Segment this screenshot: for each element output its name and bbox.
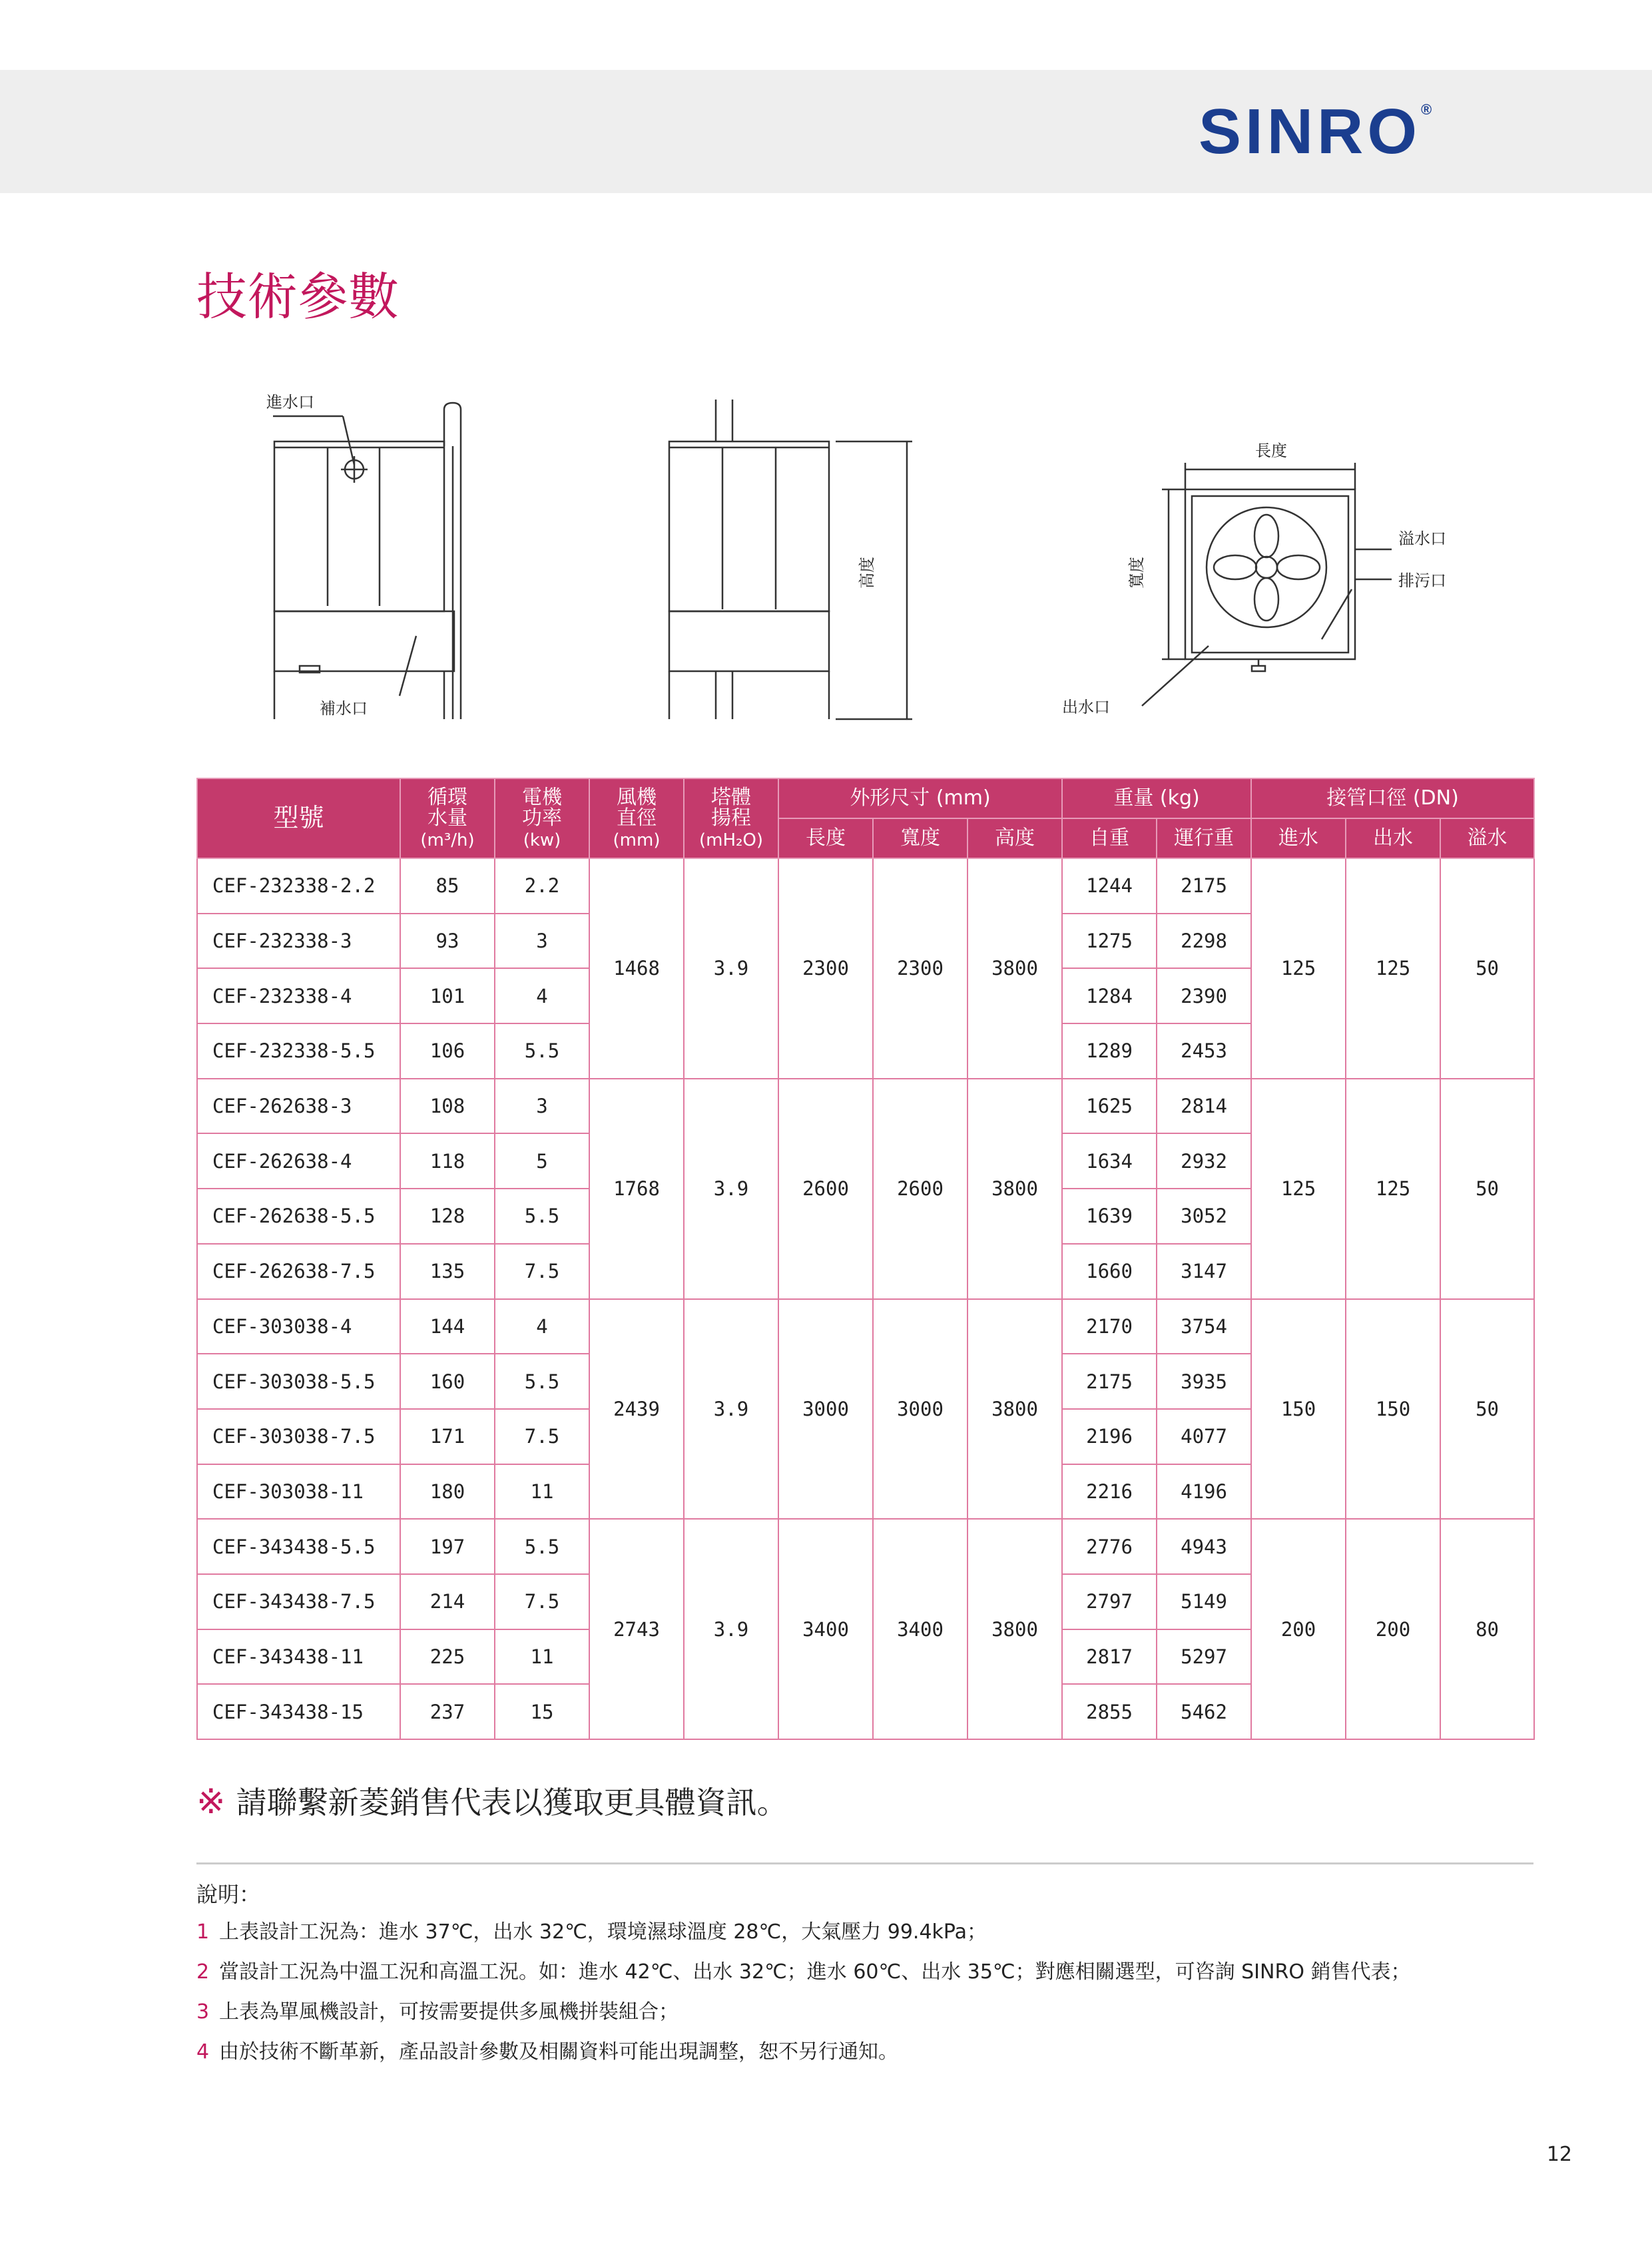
cell-pipe-out: 150	[1346, 1299, 1440, 1520]
header-fan: 風機 直徑 (mm)	[589, 778, 684, 858]
table-row	[197, 1079, 1534, 1134]
cell-fan-diameter: 2743	[589, 1519, 684, 1739]
label-overflow: 溢水口	[1398, 529, 1446, 548]
technical-drawings	[200, 373, 1465, 746]
cell-height: 3800	[967, 858, 1062, 1079]
table-row	[197, 1299, 1534, 1354]
cell-model: CEF-303038-7.5	[197, 1409, 400, 1464]
note-number: 1	[196, 1920, 210, 1944]
cell-model: CEF-303038-5.5	[197, 1354, 400, 1409]
note-text: 上表為單風機設計，可按需要提供多風機拼裝組合；	[219, 2000, 679, 2024]
cell-model: CEF-303038-4	[197, 1299, 400, 1354]
spec-table	[196, 778, 1535, 1740]
header-power: 電機 功率 (kw)	[495, 778, 589, 858]
divider	[196, 1862, 1533, 1864]
cell-weight-op: 3147	[1157, 1244, 1251, 1299]
cell-model: CEF-262638-5.5	[197, 1189, 400, 1244]
cell-flow: 128	[400, 1189, 495, 1244]
cell-weight-dry: 1625	[1062, 1079, 1157, 1134]
cell-weight-dry: 2216	[1062, 1464, 1157, 1520]
cell-model: CEF-262638-3	[197, 1079, 400, 1134]
note-number: 3	[196, 2000, 210, 2024]
cell-flow: 180	[400, 1464, 495, 1520]
cell-weight-dry: 2855	[1062, 1684, 1157, 1739]
cell-weight-op: 5462	[1157, 1684, 1251, 1739]
page-number: 12	[1546, 2143, 1572, 2166]
cell-model: CEF-343438-15	[197, 1684, 400, 1739]
label-height: 高度	[858, 557, 876, 589]
cell-fan-diameter: 2439	[589, 1299, 684, 1520]
note-number: 2	[196, 1960, 210, 1984]
cell-width: 3000	[873, 1299, 967, 1520]
sinro-logo	[1199, 96, 1432, 167]
logo-text: SINRO	[1199, 96, 1422, 167]
cell-weight-dry: 2797	[1062, 1574, 1157, 1629]
cell-pipe-in: 200	[1251, 1519, 1346, 1739]
cell-head: 3.9	[684, 1299, 778, 1520]
cell-model: CEF-343438-11	[197, 1629, 400, 1685]
cell-weight-op: 4077	[1157, 1409, 1251, 1464]
cell-model: CEF-232338-4	[197, 968, 400, 1023]
note-text: 上表設計工況為：進水 37℃，出水 32℃，環境濕球溫度 28℃，大氣壓力 99.4kPa；	[219, 1920, 987, 1944]
cell-weight-dry: 2196	[1062, 1409, 1157, 1464]
table-row	[197, 858, 1534, 914]
cell-pipe-overflow: 50	[1440, 858, 1534, 1079]
cell-height: 3800	[967, 1519, 1062, 1739]
cell-length: 3000	[778, 1299, 873, 1520]
table-header	[197, 778, 1534, 858]
cell-power: 5.5	[495, 1023, 589, 1079]
cell-pipe-overflow: 50	[1440, 1079, 1534, 1299]
cell-power: 11	[495, 1464, 589, 1520]
cell-head: 3.9	[684, 858, 778, 1079]
cell-weight-dry: 1634	[1062, 1133, 1157, 1189]
cell-pipe-overflow: 80	[1440, 1519, 1534, 1739]
table-row	[197, 1519, 1534, 1574]
cell-weight-op: 2175	[1157, 858, 1251, 914]
note-item	[196, 2032, 1533, 2072]
note-item	[196, 1912, 1533, 1952]
cell-flow: 135	[400, 1244, 495, 1299]
label-drain: 排污口	[1398, 571, 1446, 590]
section-title: 技術參數	[196, 267, 399, 326]
header-model: 型號	[197, 778, 400, 858]
header-pipe: 接管口徑 (DN)	[1251, 778, 1534, 818]
cell-length: 2300	[778, 858, 873, 1079]
cell-flow: 214	[400, 1574, 495, 1629]
cell-pipe-in: 125	[1251, 1079, 1346, 1299]
cell-weight-op: 2453	[1157, 1023, 1251, 1079]
notice-mark: ※	[196, 1782, 226, 1822]
cell-fan-diameter: 1768	[589, 1079, 684, 1299]
cell-pipe-out: 125	[1346, 1079, 1440, 1299]
cell-power: 2.2	[495, 858, 589, 914]
cell-weight-dry: 2170	[1062, 1299, 1157, 1354]
header-dimensions: 外形尺寸 (mm)	[778, 778, 1062, 818]
cell-width: 2300	[873, 858, 967, 1079]
cell-length: 3400	[778, 1519, 873, 1739]
cell-pipe-in: 125	[1251, 858, 1346, 1079]
registered-mark: ®	[1421, 101, 1432, 118]
note-item	[196, 1952, 1533, 1992]
cell-weight-dry: 1284	[1062, 968, 1157, 1023]
label-width: 寬度	[1127, 557, 1146, 589]
cell-weight-dry: 1244	[1062, 858, 1157, 914]
cell-weight-dry: 1639	[1062, 1189, 1157, 1244]
header-pipe-out: 出水	[1346, 818, 1440, 858]
cell-weight-op: 3754	[1157, 1299, 1251, 1354]
cell-flow: 106	[400, 1023, 495, 1079]
cell-power: 5.5	[495, 1354, 589, 1409]
cell-height: 3800	[967, 1079, 1062, 1299]
header-head: 塔體 揚程 (mH₂O)	[684, 778, 778, 858]
header-weight-op: 運行重	[1157, 818, 1251, 858]
cell-head: 3.9	[684, 1079, 778, 1299]
cell-power: 7.5	[495, 1409, 589, 1464]
cell-weight-dry: 1275	[1062, 914, 1157, 969]
contact-notice	[196, 1782, 788, 1822]
cell-flow: 144	[400, 1299, 495, 1354]
header-pipe-in: 進水	[1251, 818, 1346, 858]
cell-flow: 101	[400, 968, 495, 1023]
cell-power: 3	[495, 1079, 589, 1134]
cell-model: CEF-232338-3	[197, 914, 400, 969]
cell-weight-dry: 2175	[1062, 1354, 1157, 1409]
cell-flow: 85	[400, 858, 495, 914]
cell-weight-op: 2298	[1157, 914, 1251, 969]
cell-power: 15	[495, 1684, 589, 1739]
header-dim-width: 寬度	[873, 818, 967, 858]
cell-width: 2600	[873, 1079, 967, 1299]
cell-power: 4	[495, 968, 589, 1023]
cell-pipe-out: 200	[1346, 1519, 1440, 1739]
cell-flow: 160	[400, 1354, 495, 1409]
cell-flow: 118	[400, 1133, 495, 1189]
cell-model: CEF-262638-4	[197, 1133, 400, 1189]
note-number: 4	[196, 2040, 210, 2064]
cell-pipe-in: 150	[1251, 1299, 1346, 1520]
notes-title: 說明：	[196, 1882, 261, 1907]
cell-power: 4	[495, 1299, 589, 1354]
cell-weight-dry: 1660	[1062, 1244, 1157, 1299]
cell-head: 3.9	[684, 1519, 778, 1739]
cell-weight-op: 2932	[1157, 1133, 1251, 1189]
drawings-svg	[200, 373, 1465, 746]
cell-power: 7.5	[495, 1244, 589, 1299]
cell-flow: 93	[400, 914, 495, 969]
notice-text: 請聯繫新菱銷售代表以獲取更具體資訊。	[236, 1785, 788, 1821]
header-pipe-overflow: 溢水	[1440, 818, 1534, 858]
cell-flow: 237	[400, 1684, 495, 1739]
cell-flow: 225	[400, 1629, 495, 1685]
cell-pipe-overflow: 50	[1440, 1299, 1534, 1520]
cell-weight-op: 5149	[1157, 1574, 1251, 1629]
note-text: 由於技術不斷革新，產品設計參數及相關資料可能出現調整，恕不另行通知。	[219, 2040, 898, 2064]
cell-weight-op: 2390	[1157, 968, 1251, 1023]
cell-power: 3	[495, 914, 589, 969]
cell-power: 5.5	[495, 1189, 589, 1244]
cell-flow: 171	[400, 1409, 495, 1464]
header-dim-height: 高度	[967, 818, 1062, 858]
notes-list	[196, 1912, 1533, 2072]
cell-weight-op: 2814	[1157, 1079, 1251, 1134]
cell-model: CEF-262638-7.5	[197, 1244, 400, 1299]
cell-flow: 108	[400, 1079, 495, 1134]
cell-model: CEF-343438-7.5	[197, 1574, 400, 1629]
cell-height: 3800	[967, 1299, 1062, 1520]
cell-flow: 197	[400, 1519, 495, 1574]
cell-weight-op: 3935	[1157, 1354, 1251, 1409]
cell-power: 5	[495, 1133, 589, 1189]
cell-power: 11	[495, 1629, 589, 1685]
label-outlet: 出水口	[1062, 698, 1110, 716]
cell-power: 5.5	[495, 1519, 589, 1574]
cell-weight-dry: 1289	[1062, 1023, 1157, 1079]
cell-model: CEF-343438-5.5	[197, 1519, 400, 1574]
label-length: 長度	[1255, 441, 1287, 460]
note-text: 當設計工況為中溫工況和高溫工況。如：進水 42℃、出水 32℃；進水 60℃、出水 35℃；對應相關選型，可咨詢 SINRO 銷售代表；	[219, 1960, 1411, 1984]
side-view-drawing	[273, 403, 461, 719]
table-body	[197, 858, 1534, 1739]
header-flow: 循環 水量 (m³/h)	[400, 778, 495, 858]
header-weight-dry: 自重	[1062, 818, 1157, 858]
cell-weight-op: 3052	[1157, 1189, 1251, 1244]
cell-weight-op: 4196	[1157, 1464, 1251, 1520]
cell-power: 7.5	[495, 1574, 589, 1629]
cell-weight-dry: 2817	[1062, 1629, 1157, 1685]
cell-fan-diameter: 1468	[589, 858, 684, 1079]
label-makeup: 補水口	[320, 699, 368, 718]
cell-model: CEF-232338-5.5	[197, 1023, 400, 1079]
cell-weight-op: 5297	[1157, 1629, 1251, 1685]
header-weight: 重量 (kg)	[1062, 778, 1251, 818]
note-item	[196, 1992, 1533, 2032]
label-inlet: 進水口	[266, 393, 314, 412]
cell-model: CEF-232338-2.2	[197, 858, 400, 914]
cell-model: CEF-303038-11	[197, 1464, 400, 1520]
cell-weight-dry: 2776	[1062, 1519, 1157, 1574]
cell-length: 2600	[778, 1079, 873, 1299]
cell-pipe-out: 125	[1346, 858, 1440, 1079]
header-dim-length: 長度	[778, 818, 873, 858]
cell-weight-op: 4943	[1157, 1519, 1251, 1574]
cell-width: 3400	[873, 1519, 967, 1739]
top-view-drawing	[1142, 463, 1392, 706]
